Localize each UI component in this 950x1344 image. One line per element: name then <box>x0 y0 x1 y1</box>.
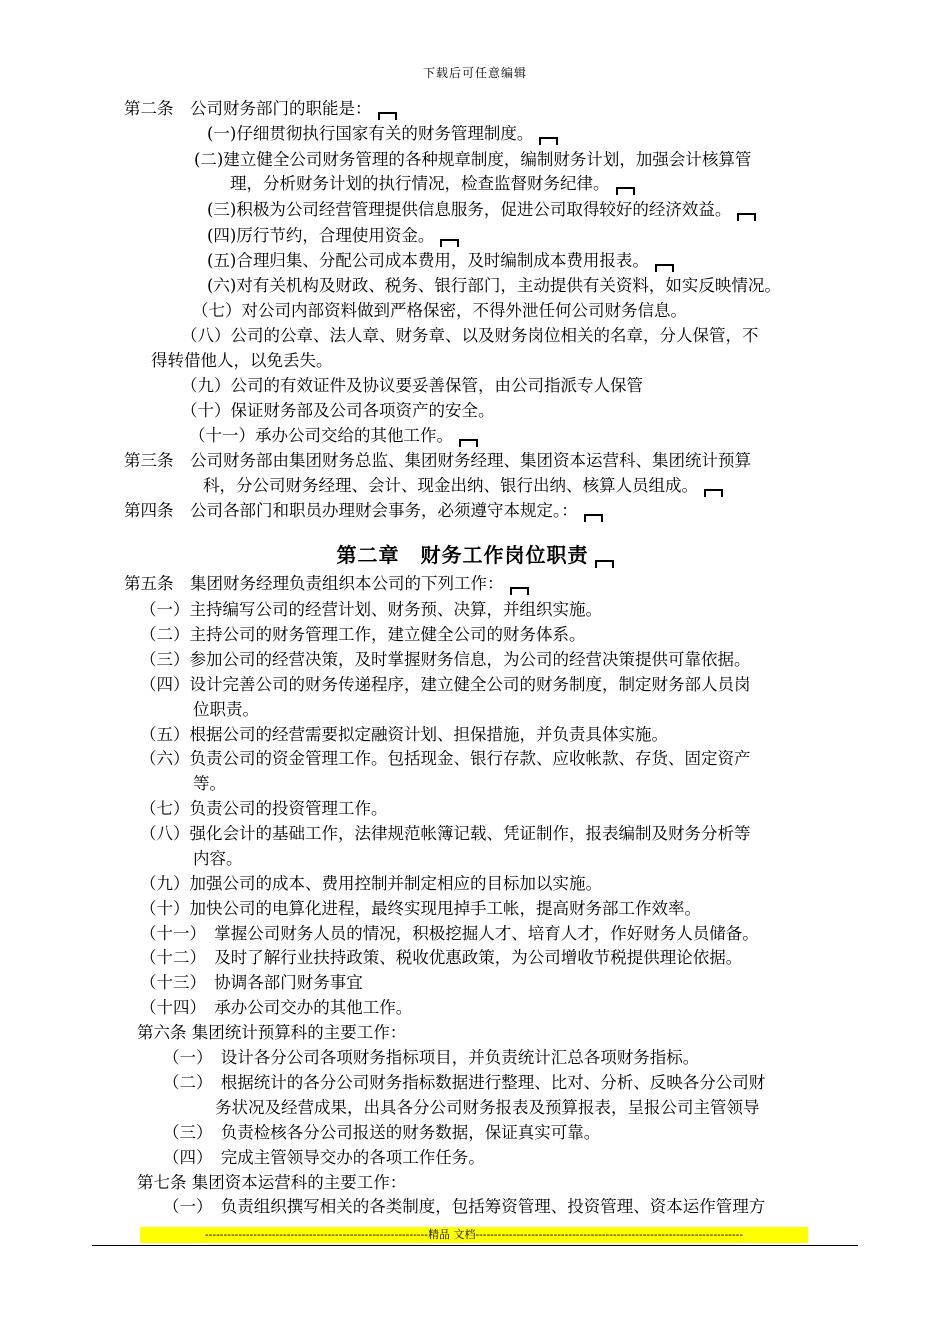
text-line-content: 第七条 集团资本运营科的主要工作： <box>137 1173 407 1192</box>
text-line <box>207 122 558 146</box>
text-line <box>163 1195 765 1219</box>
text-line-content: （二） 根据统计的各分公司财务指标数据进行整理、比对、分析、反映各分公司财 <box>163 1073 766 1092</box>
text-line-content: （九）加强公司的成本、费用控制并制定相应的目标加以实施。 <box>140 874 602 893</box>
paragraph-mark-icon <box>737 213 756 221</box>
page-header: 下载后可任意编辑 <box>422 66 527 80</box>
text-line <box>137 1021 406 1045</box>
footer-rule <box>92 1245 858 1246</box>
text-line-content: 第二条 公司财务部门的职能是： <box>124 99 372 118</box>
paragraph-mark-icon <box>378 112 397 120</box>
text-line-content: (二)建立健全公司财务管理的各种规章制度，编制财务计划，加强会计核算管 <box>194 150 752 169</box>
text-line <box>181 324 759 348</box>
text-line <box>207 198 756 222</box>
text-line <box>140 946 742 970</box>
paragraph-mark-icon <box>704 489 723 497</box>
footer-banner: ------------------------------------------------------------精品 文档------------------------------------------------------------------------ <box>140 1227 808 1243</box>
text-line-content: (一)仔细贯彻执行国家有关的财务管理制度。 <box>207 124 534 143</box>
text-line <box>124 499 603 523</box>
text-line-content: （二）主持公司的财务管理工作，建立健全公司的财务体系。 <box>140 625 586 644</box>
text-line <box>124 449 751 473</box>
text-line <box>151 349 333 373</box>
text-line <box>140 872 602 896</box>
text-line-content: 理，分析财务计划的执行情况，检查监督财务纪律。 <box>230 174 610 193</box>
text-line <box>207 274 781 298</box>
paragraph-mark-icon <box>539 137 558 145</box>
text-line <box>140 723 668 747</box>
text-line-content: (三)积极为公司经营管理提供信息服务，促进公司取得较好的经济效益。 <box>207 200 732 219</box>
text-line <box>207 224 459 248</box>
text-line-content: （四）设计完善公司的财务传递程序，建立健全公司的财务制度，制定财务部人员岗 <box>140 675 751 694</box>
text-line <box>124 97 397 121</box>
text-line-content: （三） 负责检核各分公司报送的财务数据，保证真实可靠。 <box>163 1123 601 1142</box>
text-line-content: （四） 完成主管领导交办的各项工作任务。 <box>163 1148 485 1167</box>
text-line <box>181 374 643 398</box>
text-line <box>140 673 751 697</box>
text-line <box>230 172 635 196</box>
text-line <box>140 897 701 921</box>
text-line-content: （十一）承办公司交给的其他工作。 <box>189 426 453 445</box>
text-line <box>215 1096 760 1120</box>
paragraph-mark-icon <box>584 514 603 522</box>
text-line <box>163 1046 699 1070</box>
paragraph-mark-icon <box>655 264 674 272</box>
text-line <box>207 249 674 273</box>
text-line-content: 务状况及经营成果，出具各分公司财务报表及预算报表，呈报公司主管领导 <box>215 1098 760 1117</box>
text-line-content: (六)对有关机构及财政、税务、银行部门，主动提供有关资料，如实反映情况。 <box>207 276 781 295</box>
text-line-content: （九）公司的有效证件及协议要妥善保管，由公司指派专人保管 <box>181 376 643 395</box>
text-line-content: （一） 负责组织撰写相关的各类制度，包括筹资管理、投资管理、资本运作管理方 <box>163 1197 766 1216</box>
text-line-content: （十）保证财务部及公司各项资产的安全。 <box>181 401 495 420</box>
paragraph-mark-icon <box>459 439 478 447</box>
text-line <box>193 847 243 871</box>
text-line <box>194 148 751 172</box>
text-line-content: 第三条 公司财务部由集团财务总监、集团财务经理、集团资本运营科、集团统计预算 <box>124 451 751 470</box>
text-line <box>193 772 226 796</box>
text-line-content: 等。 <box>193 774 226 793</box>
text-line-content: （七）负责公司的投资管理工作。 <box>140 799 388 818</box>
text-line-content: （八）公司的公章、法人章、财务章、以及财务岗位相关的名章，分人保管，不 <box>181 326 759 345</box>
text-line-content: 内容。 <box>193 849 243 868</box>
text-line-content: 位职责。 <box>193 700 259 719</box>
text-line-content: （一） 设计各分公司各项财务指标项目，并负责统计汇总各项财务指标。 <box>163 1048 700 1067</box>
text-line-content: （八）强化会计的基础工作，法律规范帐簿记载、凭证制作，报表编制及财务分析等 <box>140 824 751 843</box>
chapter-title <box>0 541 950 569</box>
text-line-content: 第六条 集团统计预算科的主要工作： <box>137 1023 407 1042</box>
text-line-content: 第四条 公司各部门和职员办理财会事务，必须遵守本规定。： <box>124 501 578 520</box>
text-line <box>124 572 529 596</box>
text-line-content: （六）负责公司的资金管理工作。包括现金、银行存款、应收帐款、存货、固定资产 <box>140 749 751 768</box>
paragraph-mark-icon <box>510 587 529 595</box>
text-line <box>140 922 759 946</box>
paragraph-mark-icon <box>440 239 459 247</box>
text-line <box>203 474 723 498</box>
text-line-content: (五)合理归集、分配公司成本费用，及时编制成本费用报表。 <box>207 251 649 270</box>
text-line <box>140 623 586 647</box>
text-line <box>163 1146 485 1170</box>
text-line <box>189 424 478 448</box>
text-line <box>140 598 602 622</box>
text-line <box>140 747 751 771</box>
text-line-content: (四)厉行节约，合理使用资金。 <box>207 226 435 245</box>
text-line-content: （七）对公司内部资料做到严格保密，不得外泄任何公司财务信息。 <box>192 301 687 320</box>
text-line <box>193 698 259 722</box>
text-line-content: （五）根据公司的经营需要拟定融资计划、担保措施，并负责具体实施。 <box>140 725 668 744</box>
text-line-content: （十二） 及时了解行业扶持政策、税收优惠政策，为公司增收节税提供理论依据。 <box>140 948 743 967</box>
text-line <box>140 797 388 821</box>
chapter-title-text: 第二章 财务工作岗位职责 <box>336 543 589 567</box>
text-line-content: （十三） 协调各部门财务事宜 <box>140 973 363 992</box>
text-line-content: 得转借他人，以免丢失。 <box>151 351 333 370</box>
text-line-content: 第五条 集团财务经理负责组织本公司的下列工作： <box>124 574 504 593</box>
text-line-content: （十）加快公司的电算化进程，最终实现甩掉手工帐，提高财务部工作效率。 <box>140 899 701 918</box>
text-line <box>163 1121 600 1145</box>
text-line <box>140 822 751 846</box>
paragraph-mark-icon <box>595 560 614 568</box>
text-line-content: （三）参加公司的经营决策，及时掌握财务信息，为公司的经营决策提供可靠依据。 <box>140 650 751 669</box>
text-line <box>181 399 495 423</box>
text-line <box>140 996 412 1020</box>
text-line-content: （一）主持编写公司的经营计划、财务预、决算，并组织实施。 <box>140 600 602 619</box>
text-line-content: （十一） 掌握公司财务人员的情况，积极挖掘人才、培育人才，作好财务人员储备。 <box>140 924 759 943</box>
text-line-content: 科，分公司财务经理、会计、现金出纳、银行出纳、核算人员组成。 <box>203 476 698 495</box>
text-line <box>137 1171 406 1195</box>
paragraph-mark-icon <box>616 187 635 195</box>
text-line <box>140 648 751 672</box>
text-line <box>140 971 363 995</box>
text-line <box>163 1071 765 1095</box>
text-line-content: （十四） 承办公司交办的其他工作。 <box>140 998 413 1017</box>
text-line <box>192 299 687 323</box>
